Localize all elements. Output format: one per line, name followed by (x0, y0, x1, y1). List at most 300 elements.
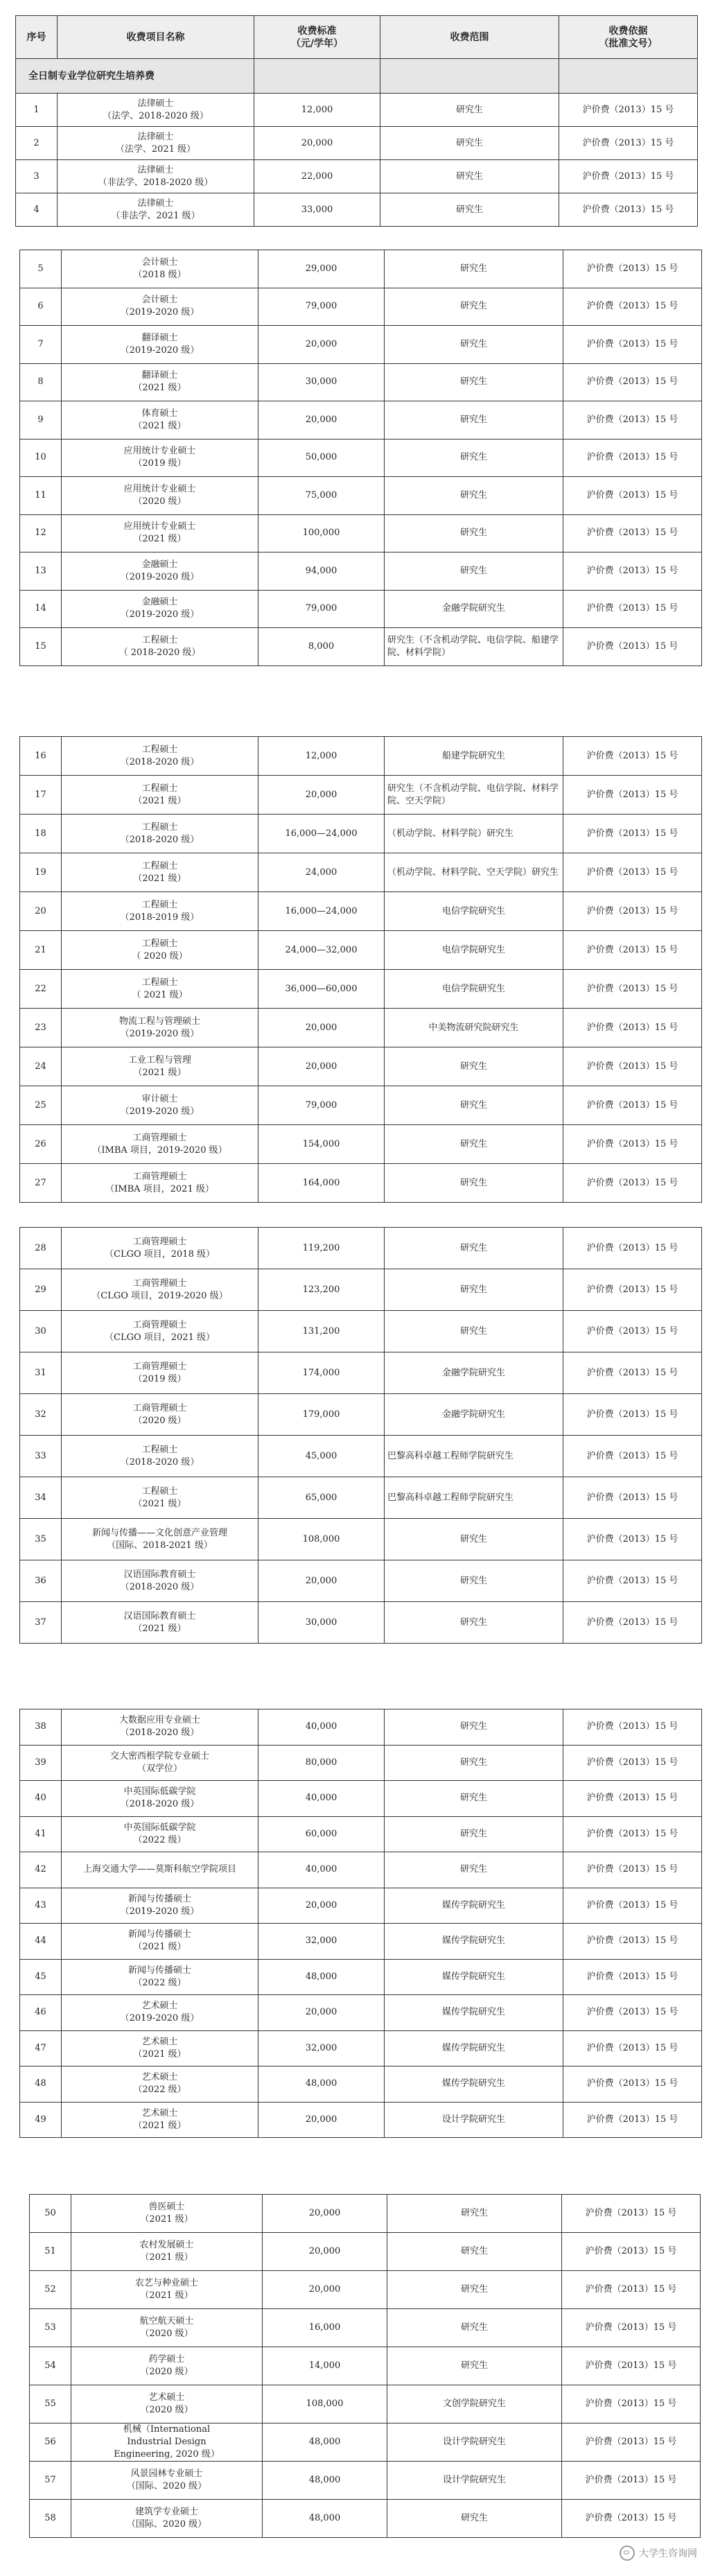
row-name (62, 1852, 258, 1888)
row-fee: 20,000 (263, 2233, 387, 2271)
table-row (20, 2066, 702, 2103)
row-name-line: 法律硕士 (137, 131, 174, 142)
row-name-line: （CLGO 项目，2021 级） (105, 1332, 215, 1343)
table-row (20, 628, 702, 666)
row-name (71, 2423, 263, 2462)
row-fee: 20,000 (258, 1009, 385, 1047)
row-seq: 33 (20, 1436, 62, 1477)
row-name-line: （非法学、2018-2020 级） (98, 177, 213, 188)
row-fee: 79,000 (258, 288, 385, 326)
row-seq: 44 (20, 1924, 62, 1960)
table-row (20, 1086, 702, 1125)
row-name-line: （2019-2020 级） (120, 1028, 200, 1039)
row-basis: 沪价费（2013）15 号 (562, 2347, 701, 2385)
row-name-line: （2021 级） (140, 2214, 193, 2225)
row-seq: 22 (20, 970, 62, 1009)
row-name-line: （2019-2020 级） (120, 2013, 200, 2024)
row-scope: 电信学院研究生 (385, 931, 563, 970)
row-name (58, 127, 254, 160)
row-name-line: （2019 级） (133, 458, 186, 469)
table-row (30, 2233, 701, 2271)
row-seq: 25 (20, 1086, 62, 1125)
fee-table-2 (19, 250, 702, 666)
row-name-line: （2019-2020 级） (120, 1106, 200, 1117)
row-name (62, 1709, 258, 1746)
row-basis: 沪价费（2013）15 号 (563, 1995, 702, 2031)
row-fee: 24,000—32,000 (258, 931, 385, 970)
row-basis: 沪价费（2013）15 号 (563, 477, 702, 515)
row-basis: 沪价费（2013）15 号 (562, 2423, 701, 2462)
row-basis: 沪价费（2013）15 号 (563, 1086, 702, 1125)
row-basis: 沪价费（2013）15 号 (559, 94, 698, 127)
row-fee: 33,000 (254, 193, 380, 227)
row-scope: 研究生 (385, 1311, 563, 1352)
row-name-line: （2018-2020 级） (120, 1456, 200, 1468)
row-name-line: （2021 级） (133, 1067, 186, 1078)
row-basis: 沪价费（2013）15 号 (563, 737, 702, 776)
row-seq: 17 (20, 776, 62, 815)
row-name (62, 1816, 258, 1852)
row-fee: 40,000 (258, 1709, 385, 1746)
row-seq: 47 (20, 2030, 62, 2066)
row-seq: 56 (30, 2423, 71, 2462)
row-scope: 研究生 (385, 477, 563, 515)
row-seq: 38 (20, 1709, 62, 1746)
row-name-line: （2019-2020 级） (120, 307, 200, 318)
row-scope: 研究生 (387, 2233, 562, 2271)
row-name-line: 工程硕士 (141, 938, 178, 949)
row-name-line: （CLGO 项目，2019-2020 级） (91, 1290, 228, 1301)
row-name-line: （2021 级） (133, 1623, 186, 1634)
row-scope: 研究生 (380, 193, 559, 227)
row-fee: 16,000 (263, 2309, 387, 2347)
row-seq: 16 (20, 737, 62, 776)
row-fee: 20,000 (258, 776, 385, 815)
row-name (71, 2309, 263, 2347)
row-name-line: 上海交通大学——莫斯科航空学院项目 (82, 1864, 236, 1875)
row-fee: 164,000 (258, 1164, 385, 1203)
row-fee: 48,000 (258, 1959, 385, 1995)
row-scope: 设计学院研究生 (387, 2423, 562, 2462)
row-basis: 沪价费（2013）15 号 (563, 1269, 702, 1311)
row-name-line: 艺术硕士 (148, 2392, 185, 2403)
row-name-line: 航空航天硕士 (139, 2316, 194, 2326)
row-fee: 179,000 (258, 1394, 385, 1436)
row-name (62, 1352, 258, 1394)
row-name (62, 439, 258, 477)
row-scope: 电信学院研究生 (385, 970, 563, 1009)
row-name-line: 大数据应用专业硕士 (119, 1715, 200, 1726)
row-name-line: 风景园林专业硕士 (130, 2469, 203, 2479)
row-scope: 媒传学院研究生 (385, 1924, 563, 1960)
table-row (20, 552, 702, 591)
row-basis: 沪价费（2013）15 号 (563, 2102, 702, 2138)
row-scope: 媒传学院研究生 (385, 2030, 563, 2066)
row-name (62, 2066, 258, 2103)
row-seq: 58 (30, 2500, 71, 2538)
table-row (20, 931, 702, 970)
row-seq: 41 (20, 1816, 62, 1852)
row-seq: 42 (20, 1852, 62, 1888)
row-basis: 沪价费（2013）15 号 (563, 1852, 702, 1888)
table-row (20, 1781, 702, 1817)
row-name-line: （2021 级） (133, 1942, 186, 1953)
row-fee: 100,000 (258, 514, 385, 552)
row-basis: 沪价费（2013）15 号 (563, 2030, 702, 2066)
row-seq: 37 (20, 1602, 62, 1644)
row-name-line: （法学、2018-2020 级） (103, 110, 209, 121)
row-name-line: （2022 级） (133, 1977, 186, 1988)
fee-table-5 (19, 1709, 702, 2138)
row-basis: 沪价费（2013）15 号 (559, 127, 698, 160)
table-row (20, 1394, 702, 1436)
row-name-line: （IMBA 项目，2019-2020 级） (92, 1145, 227, 1156)
table-row (20, 2102, 702, 2138)
row-fee: 79,000 (258, 1086, 385, 1125)
row-basis: 沪价费（2013）15 号 (562, 2385, 701, 2423)
row-name-line: （2021 级） (133, 383, 186, 394)
row-name-line: 工业工程与管理 (128, 1054, 191, 1065)
row-name-line: 工程硕士 (141, 1444, 178, 1455)
fee-table-1 (15, 15, 698, 227)
row-basis: 沪价费（2013）15 号 (563, 628, 702, 666)
row-fee: 48,000 (258, 2066, 385, 2103)
row-scope: 研究生 (385, 1709, 563, 1746)
row-name-line: 艺术硕士 (141, 2072, 178, 2083)
row-scope: 船建学院研究生 (385, 737, 563, 776)
row-name-line: （2019 级） (133, 1373, 186, 1384)
row-fee: 94,000 (258, 552, 385, 591)
row-seq: 49 (20, 2102, 62, 2138)
row-name-line: 工商管理硕士 (132, 1132, 187, 1143)
row-name-line: （2018-2020 级） (120, 1581, 200, 1592)
table-row (20, 1436, 702, 1477)
row-fee: 50,000 (258, 439, 385, 477)
row-seq: 32 (20, 1394, 62, 1436)
row-scope: 研究生 (387, 2347, 562, 2385)
watermark-text: 大学生咨询网 (639, 2548, 697, 2559)
row-scope: 研究生 (385, 363, 563, 401)
row-scope: 设计学院研究生 (387, 2462, 562, 2500)
row-scope: 研究生 (380, 127, 559, 160)
row-fee: 108,000 (263, 2385, 387, 2423)
table-row (20, 815, 702, 853)
row-name-line: （2018 级） (133, 269, 186, 280)
row-basis: 沪价费（2013）15 号 (563, 1394, 702, 1436)
row-seq: 31 (20, 1352, 62, 1394)
row-name-line: 应用统计专业硕士 (123, 446, 196, 457)
row-name (62, 1519, 258, 1560)
row-name-line: 翻译硕士 (141, 370, 178, 381)
row-seq: 10 (20, 439, 62, 477)
row-name-line: （CLGO 项目，2018 级） (105, 1248, 215, 1260)
row-name (62, 401, 258, 440)
row-basis: 沪价费（2013）15 号 (563, 363, 702, 401)
table-row (30, 2500, 701, 2538)
row-basis: 沪价费（2013）15 号 (563, 288, 702, 326)
row-seq: 52 (30, 2271, 71, 2309)
table-row (16, 160, 698, 193)
row-scope: 研究生 (385, 1047, 563, 1086)
table-row (16, 127, 698, 160)
table-row (20, 1959, 702, 1995)
row-name (62, 326, 258, 364)
row-seq: 20 (20, 892, 62, 931)
row-basis: 沪价费（2013）15 号 (563, 1228, 702, 1269)
row-scope: 研究生 (387, 2195, 562, 2233)
row-basis: 沪价费（2013）15 号 (562, 2195, 701, 2233)
row-name-line: （2021 级） (140, 2290, 193, 2301)
row-name-line: 艺术硕士 (141, 2107, 178, 2118)
row-seq: 18 (20, 815, 62, 853)
row-scope: 中美物流研究院研究生 (385, 1009, 563, 1047)
row-fee: 8,000 (258, 628, 385, 666)
row-basis: 沪价费（2013）15 号 (563, 776, 702, 815)
row-basis: 沪价费（2013）15 号 (563, 1009, 702, 1047)
row-name-line: 翻译硕士 (141, 332, 178, 343)
row-fee: 154,000 (258, 1125, 385, 1164)
table-row (16, 94, 698, 127)
row-fee: 131,200 (258, 1311, 385, 1352)
table-row (20, 514, 702, 552)
row-name (71, 2500, 263, 2538)
row-scope: 研究生 (385, 1086, 563, 1125)
row-scope: 研究生 (387, 2271, 562, 2309)
row-seq: 9 (20, 401, 62, 440)
table-row (30, 2462, 701, 2500)
row-name (62, 1924, 258, 1960)
row-basis: 沪价费（2013）15 号 (563, 1924, 702, 1960)
header-fee-standard: 收费标准 （元/学年） (254, 16, 380, 59)
section-title-row (16, 59, 698, 94)
row-name (62, 1959, 258, 1995)
row-seq: 19 (20, 853, 62, 892)
row-fee: 20,000 (258, 326, 385, 364)
row-scope: 研究生 (385, 326, 563, 364)
header-name: 收费项目名称 (58, 16, 254, 59)
table-row (20, 1924, 702, 1960)
row-name-line: 法律硕士 (137, 164, 174, 175)
row-name (62, 1125, 258, 1164)
row-name-line: 会计硕士 (141, 256, 178, 268)
row-scope: 媒传学院研究生 (385, 2066, 563, 2103)
row-scope: （机动学院、材料学院、空天学院）研究生 (385, 853, 563, 892)
row-seq: 27 (20, 1164, 62, 1203)
row-name-line: 建筑学专业硕士 (134, 2507, 198, 2517)
table-row (20, 326, 702, 364)
table-row (20, 853, 702, 892)
row-seq: 12 (20, 514, 62, 552)
table-row (20, 1164, 702, 1203)
row-name-line: （国际、2020 级） (126, 2519, 207, 2530)
row-seq: 1 (16, 94, 58, 127)
row-name (62, 288, 258, 326)
row-fee: 36,000—60,000 (258, 970, 385, 1009)
table-row (20, 1269, 702, 1311)
row-name (58, 193, 254, 227)
row-basis: 沪价费（2013）15 号 (563, 1352, 702, 1394)
row-name (62, 1086, 258, 1125)
row-fee: 20,000 (258, 401, 385, 440)
row-name (62, 1560, 258, 1602)
row-name-line: （非法学、2021 级） (111, 210, 200, 221)
row-basis: 沪价费（2013）15 号 (563, 1816, 702, 1852)
row-name (71, 2347, 263, 2385)
row-seq: 29 (20, 1269, 62, 1311)
row-scope: 电信学院研究生 (385, 892, 563, 931)
row-seq: 35 (20, 1519, 62, 1560)
row-seq: 34 (20, 1477, 62, 1519)
row-fee: 12,000 (254, 94, 380, 127)
row-scope: 研究生 (387, 2500, 562, 2538)
row-basis: 沪价费（2013）15 号 (563, 1781, 702, 1817)
table-row (20, 1352, 702, 1394)
row-seq: 23 (20, 1009, 62, 1047)
row-fee: 48,000 (263, 2423, 387, 2462)
row-fee: 123,200 (258, 1269, 385, 1311)
table-row (20, 288, 702, 326)
row-fee: 48,000 (263, 2500, 387, 2538)
row-scope: 研究生 (385, 1560, 563, 1602)
row-name-line: 汉语国际教育硕士 (123, 1610, 196, 1621)
row-name-line: Industrial Design (127, 2437, 207, 2447)
row-name (62, 2102, 258, 2138)
row-name-line: （2018-2020 级） (120, 756, 200, 767)
row-name-line: 金融硕士 (141, 559, 178, 570)
row-scope: 媒传学院研究生 (385, 1995, 563, 2031)
row-fee: 48,000 (263, 2462, 387, 2500)
row-fee: 75,000 (258, 477, 385, 515)
row-seq: 55 (30, 2385, 71, 2423)
row-name-line: （ 2018-2020 级） (119, 647, 201, 658)
row-name (62, 892, 258, 931)
row-scope: 研究生 (385, 1745, 563, 1781)
row-name-line: 艺术硕士 (141, 2036, 178, 2047)
row-name (62, 1009, 258, 1047)
row-fee: 40,000 (258, 1852, 385, 1888)
row-fee: 16,000—24,000 (258, 815, 385, 853)
row-fee: 119,200 (258, 1228, 385, 1269)
row-seq: 2 (16, 127, 58, 160)
header-seq: 序号 (16, 16, 58, 59)
row-scope: 研究生 (385, 1269, 563, 1311)
row-name (62, 970, 258, 1009)
fee-table-4 (19, 1227, 702, 1644)
row-scope: 研究生 (380, 160, 559, 193)
row-seq: 30 (20, 1311, 62, 1352)
row-scope: 研究生 (385, 552, 563, 591)
table-row (20, 250, 702, 288)
row-fee: 79,000 (258, 590, 385, 628)
row-name-line: （2020 级） (140, 2367, 193, 2377)
row-name (62, 1269, 258, 1311)
row-fee: 20,000 (258, 1560, 385, 1602)
row-name-line: 药学硕士 (148, 2354, 185, 2365)
row-scope: 设计学院研究生 (385, 2102, 563, 2138)
row-fee: 22,000 (254, 160, 380, 193)
row-name-line: 汉语国际教育硕士 (123, 1569, 196, 1580)
row-fee: 174,000 (258, 1352, 385, 1394)
row-basis: 沪价费（2013）15 号 (563, 1519, 702, 1560)
row-name (62, 1047, 258, 1086)
table-row (20, 1519, 702, 1560)
row-name-line: （2018-2019 级） (120, 912, 200, 923)
row-fee: 12,000 (258, 737, 385, 776)
row-name-line: 金融硕士 (141, 597, 178, 608)
row-name-line: （2020 级） (140, 2329, 193, 2339)
row-name-line: 新闻与传播硕士 (128, 1929, 191, 1940)
row-name-line: 工程硕士 (141, 744, 178, 755)
watermark (620, 2545, 697, 2561)
table-row (20, 2030, 702, 2066)
row-name-line: （2021 级） (133, 795, 186, 806)
row-name (62, 1311, 258, 1352)
fee-table-6 (29, 2194, 701, 2538)
row-seq: 5 (20, 250, 62, 288)
row-name (62, 1888, 258, 1924)
table-row (30, 2347, 701, 2385)
row-name-line: （2021 级） (133, 1498, 186, 1509)
section-title: 全日制专业学位研究生培养费 (16, 59, 254, 94)
row-scope: 研究生 (385, 250, 563, 288)
row-fee: 16,000—24,000 (258, 892, 385, 931)
table-row (20, 1477, 702, 1519)
row-seq: 14 (20, 590, 62, 628)
row-basis: 沪价费（2013）15 号 (563, 1560, 702, 1602)
row-seq: 28 (20, 1228, 62, 1269)
row-name (71, 2462, 263, 2500)
row-name (62, 1602, 258, 1644)
row-name-line: （法学、2021 级） (115, 143, 196, 155)
row-scope: （机动学院、材料学院）研究生 (385, 815, 563, 853)
row-seq: 7 (20, 326, 62, 364)
row-name (62, 477, 258, 515)
row-name (62, 1394, 258, 1436)
row-seq: 46 (20, 1995, 62, 2031)
row-basis: 沪价费（2013）15 号 (562, 2233, 701, 2271)
row-seq: 45 (20, 1959, 62, 1995)
row-name-line: （2020 级） (133, 496, 186, 507)
row-basis: 沪价费（2013）15 号 (563, 1125, 702, 1164)
row-name-line: 体育硕士 (141, 408, 178, 419)
row-basis: 沪价费（2013）15 号 (563, 1709, 702, 1746)
row-fee: 30,000 (258, 1602, 385, 1644)
row-name (62, 737, 258, 776)
row-fee: 20,000 (258, 2102, 385, 2138)
table-row (20, 590, 702, 628)
row-name-line: （2020 级） (133, 1415, 186, 1426)
row-name-line: （ 2021 级） (132, 989, 188, 1000)
row-fee: 20,000 (258, 1995, 385, 2031)
table-row (20, 1009, 702, 1047)
row-name-line: 应用统计专业硕士 (123, 483, 196, 494)
row-seq: 24 (20, 1047, 62, 1086)
row-fee: 29,000 (258, 250, 385, 288)
row-fee: 30,000 (258, 363, 385, 401)
row-name-line: （2021 级） (133, 2048, 186, 2060)
row-basis: 沪价费（2013）15 号 (563, 1436, 702, 1477)
row-name-line: （2018-2020 级） (120, 1728, 200, 1739)
table-row (20, 1816, 702, 1852)
row-name (62, 1745, 258, 1781)
row-scope: 研究生 (385, 1781, 563, 1817)
row-fee: 32,000 (258, 2030, 385, 2066)
row-scope: 研究生 (385, 1228, 563, 1269)
table-header-row (16, 16, 698, 59)
row-scope: 研究生 (385, 401, 563, 440)
row-name (71, 2271, 263, 2309)
row-name-line: 工商管理硕士 (132, 1319, 187, 1330)
